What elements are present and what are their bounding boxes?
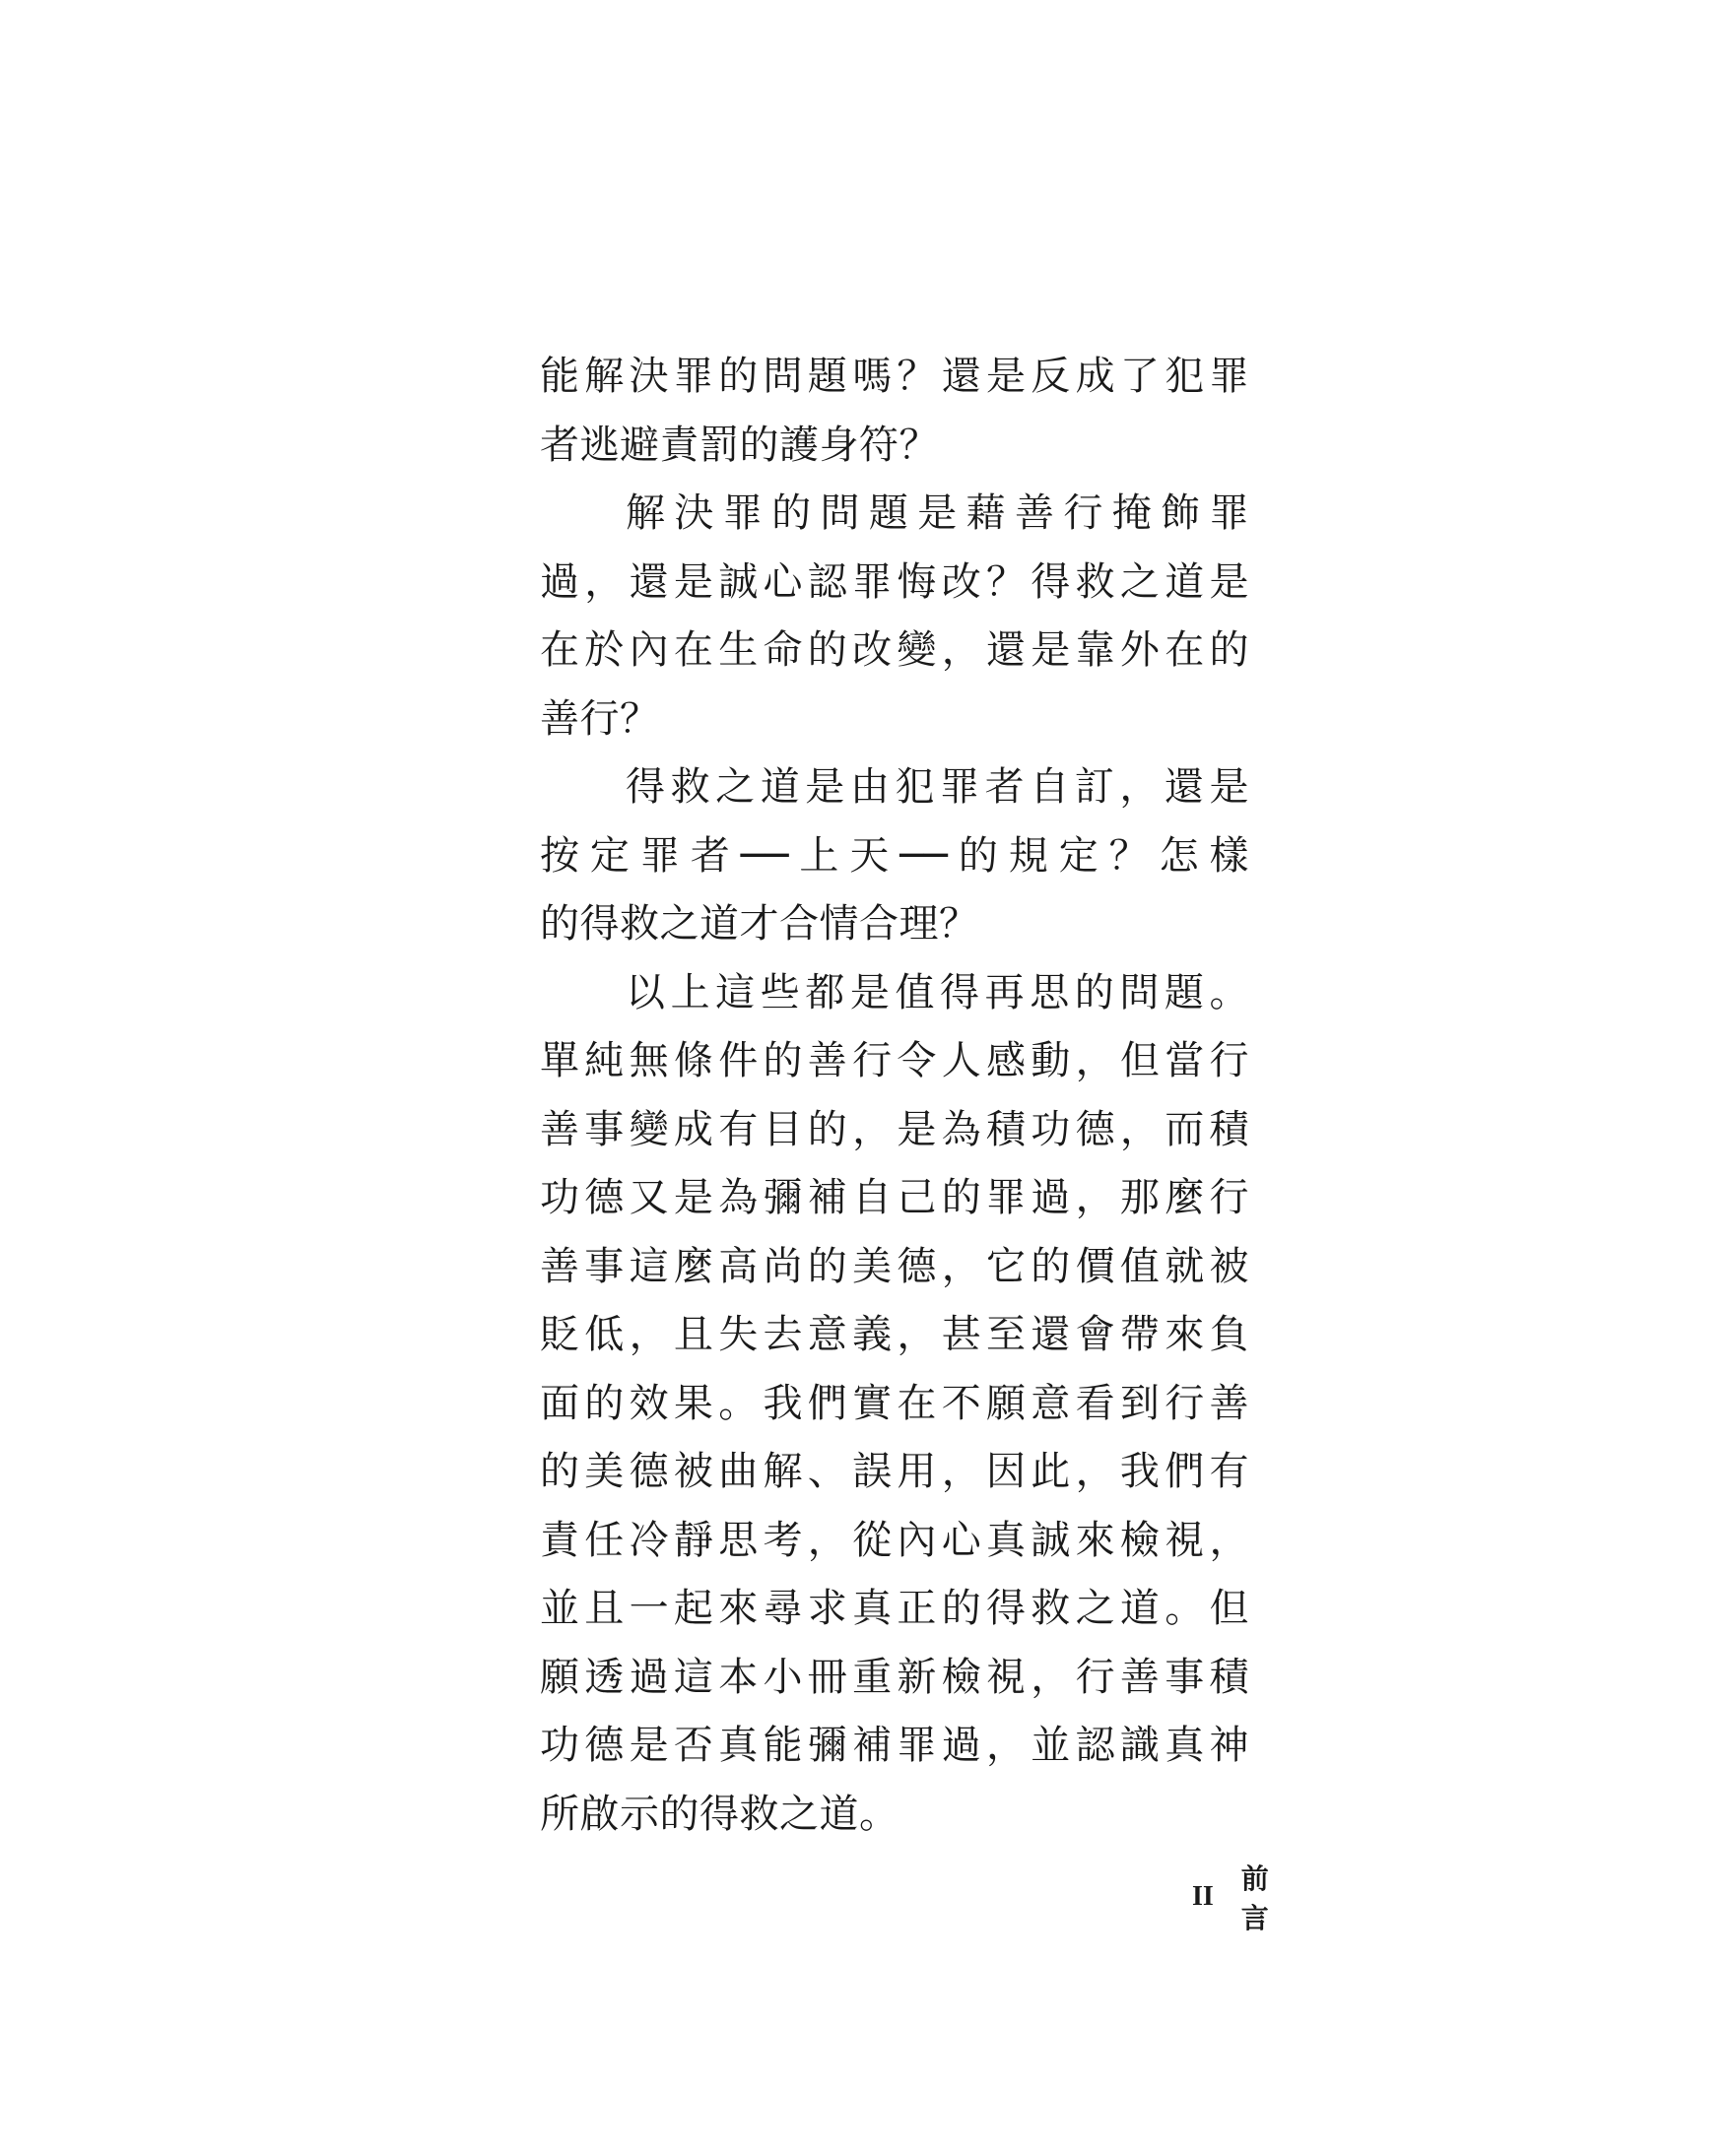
text-line: 功德又是為彌補自己的罪過，那麼行	[540, 1175, 1249, 1220]
text-line: 的美德被曲解、誤用，因此，我們有	[540, 1449, 1249, 1494]
text-line: 善事這麼高尚的美德，它的價值就被	[540, 1243, 1249, 1289]
text-line: 責任冷靜思考，從內心真誠來檢視，	[540, 1517, 1249, 1563]
text-line: 能解決罪的問題嗎？還是反成了犯罪	[540, 354, 1249, 399]
text-line: 願透過這本小冊重新檢視，行善事積	[540, 1654, 1249, 1700]
text-line: 善行？	[540, 695, 660, 742]
text-line: 者逃避責罰的護身符？	[540, 422, 939, 468]
text-line: 按定罪者──上天──的規定？怎樣	[540, 832, 1249, 879]
text-line: 善事變成有目的，是為積功德，而積	[540, 1106, 1249, 1152]
page-footer	[1192, 1864, 1310, 1934]
section-title: 前言	[1240, 1864, 1277, 1934]
body-text	[540, 343, 1249, 1849]
text-line: 以上這些都是值得再思的問題。	[626, 969, 1249, 1015]
text-line: 單純無條件的善行令人感動，但當行	[540, 1038, 1249, 1083]
text-line: 貶低，且失去意義，甚至還會帶來負	[540, 1312, 1249, 1357]
text-line: 功德是否真能彌補罪過，並認識真神	[540, 1723, 1249, 1768]
text-line: 過，還是誠心認罪悔改？得救之道是	[540, 558, 1249, 605]
text-line: 在於內在生命的改變，還是靠外在的	[540, 627, 1249, 673]
page-number: II	[1192, 1881, 1214, 1912]
text-line: 並且一起來尋求真正的得救之道。但	[540, 1586, 1249, 1631]
text-line: 所啟示的得救之道。	[540, 1791, 899, 1837]
text-line: 的得救之道才合情合理？	[540, 901, 979, 947]
text-line: 解決罪的問題是藉善行掩飾罪	[626, 490, 1249, 536]
text-line: 面的效果。我們實在不願意看到行善	[540, 1380, 1249, 1426]
text-line: 得救之道是由犯罪者自訂，還是	[626, 764, 1249, 810]
